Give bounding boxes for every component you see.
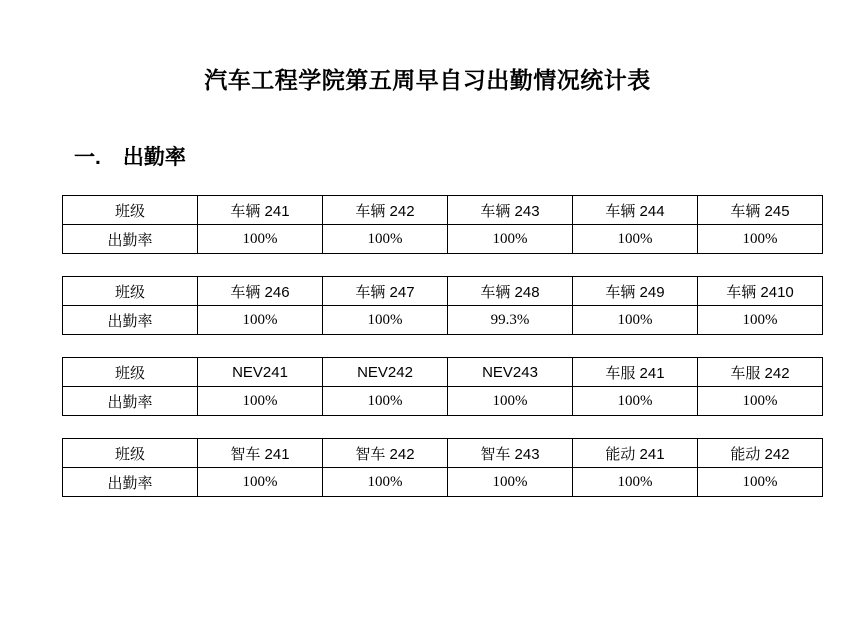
rate-cell: 100%	[198, 225, 323, 254]
attendance-table-1	[62, 195, 823, 254]
class-cell: NEV243	[448, 358, 573, 387]
section-heading	[74, 141, 793, 171]
rate-cell: 100%	[448, 468, 573, 497]
document-page	[0, 62, 855, 622]
table-row	[63, 225, 823, 254]
class-cell: 车辆 247	[323, 277, 448, 306]
table-row	[63, 439, 823, 468]
class-cell: 车辆 242	[323, 196, 448, 225]
rate-cell: 100%	[573, 225, 698, 254]
attendance-table-2	[62, 276, 823, 335]
rate-cell: 100%	[573, 387, 698, 416]
class-cell: 车辆 248	[448, 277, 573, 306]
rate-cell: 100%	[573, 468, 698, 497]
class-cell: NEV242	[323, 358, 448, 387]
class-cell: 车辆 241	[198, 196, 323, 225]
rate-cell: 100%	[698, 468, 823, 497]
rate-cell: 100%	[198, 306, 323, 335]
section-number: 一.	[74, 146, 101, 169]
rate-cell: 100%	[198, 468, 323, 497]
table-row	[63, 358, 823, 387]
rate-cell: 100%	[323, 225, 448, 254]
row-label-rate: 出勤率	[63, 387, 198, 416]
rate-cell: 100%	[698, 387, 823, 416]
class-cell: 车辆 245	[698, 196, 823, 225]
table-row	[63, 277, 823, 306]
page-title: 汽车工程学院第五周早自习出勤情况统计表	[204, 67, 651, 93]
class-cell: 车服 242	[698, 358, 823, 387]
table-row	[63, 387, 823, 416]
class-cell: 车辆 243	[448, 196, 573, 225]
class-cell: 智车 242	[323, 439, 448, 468]
section-title: 出勤率	[122, 146, 186, 169]
class-cell: 智车 241	[198, 439, 323, 468]
rate-cell: 100%	[448, 225, 573, 254]
class-cell: 车辆 2410	[698, 277, 823, 306]
class-cell: 智车 243	[448, 439, 573, 468]
class-cell: NEV241	[198, 358, 323, 387]
rate-cell: 100%	[198, 387, 323, 416]
row-label-class: 班级	[63, 358, 198, 387]
table-row	[63, 306, 823, 335]
attendance-table-3	[62, 357, 823, 416]
class-cell: 车辆 244	[573, 196, 698, 225]
row-label-class: 班级	[63, 277, 198, 306]
rate-cell: 99.3%	[448, 306, 573, 335]
rate-cell: 100%	[323, 387, 448, 416]
class-cell: 能动 241	[573, 439, 698, 468]
class-cell: 车辆 249	[573, 277, 698, 306]
class-cell: 车服 241	[573, 358, 698, 387]
attendance-tables	[62, 195, 793, 497]
attendance-table-4	[62, 438, 823, 497]
row-label-class: 班级	[63, 439, 198, 468]
rate-cell: 100%	[698, 306, 823, 335]
table-row	[63, 196, 823, 225]
row-label-class: 班级	[63, 196, 198, 225]
rate-cell: 100%	[448, 387, 573, 416]
rate-cell: 100%	[323, 468, 448, 497]
row-label-rate: 出勤率	[63, 306, 198, 335]
table-row	[63, 468, 823, 497]
rate-cell: 100%	[323, 306, 448, 335]
rate-cell: 100%	[698, 225, 823, 254]
row-label-rate: 出勤率	[63, 225, 198, 254]
rate-cell: 100%	[573, 306, 698, 335]
class-cell: 能动 242	[698, 439, 823, 468]
row-label-rate: 出勤率	[63, 468, 198, 497]
class-cell: 车辆 246	[198, 277, 323, 306]
